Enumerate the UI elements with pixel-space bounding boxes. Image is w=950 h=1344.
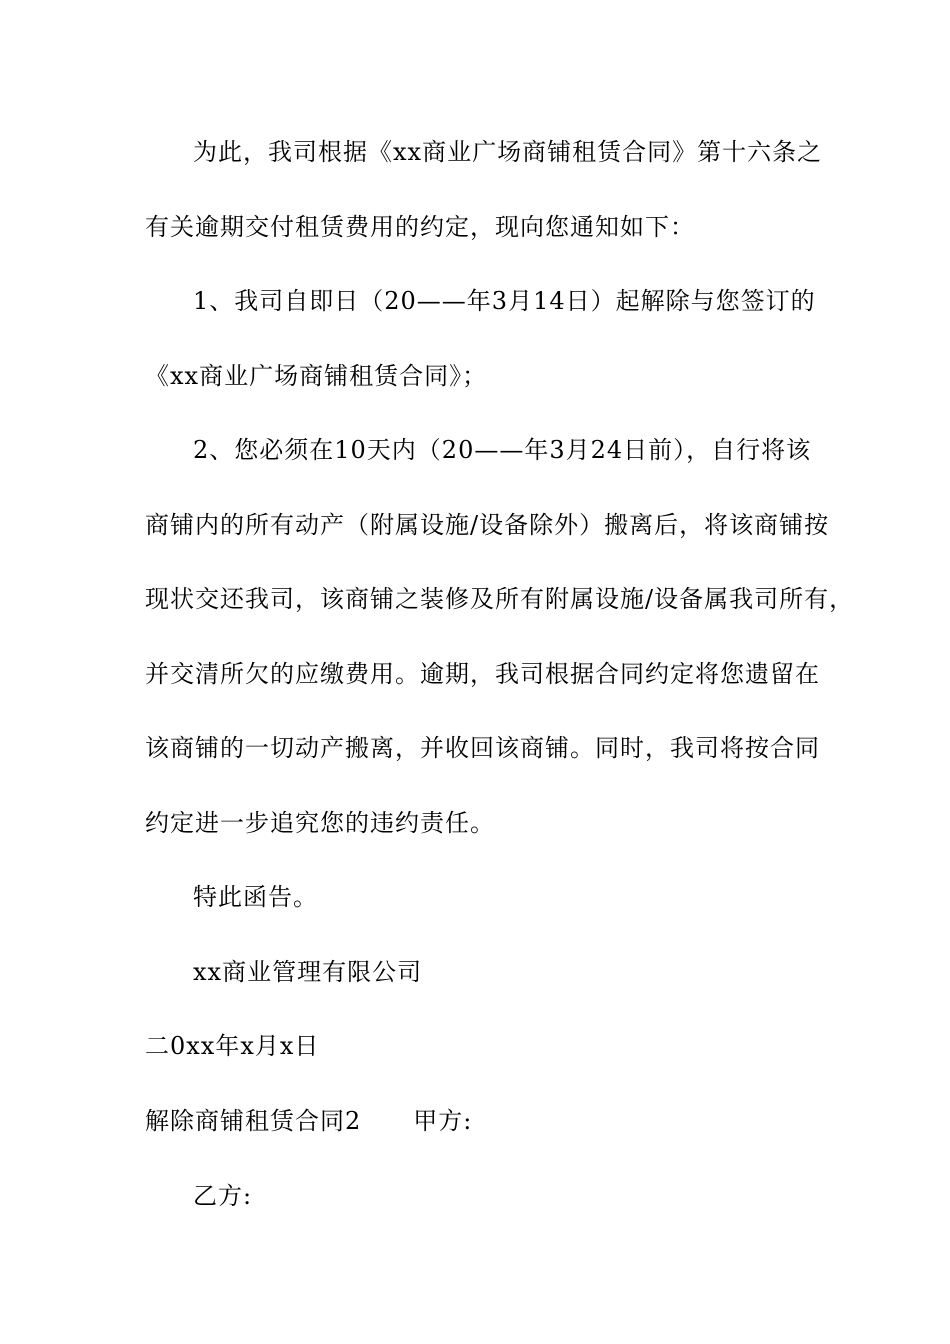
paragraph-line: 2、您必须在10天内（20——年3月24日前），自行将该: [193, 436, 812, 464]
closing-line: 特此函告。: [193, 883, 318, 911]
paragraph-line: 为此，我司根据《xx商业广场商铺租赁合同》第十六条之: [193, 138, 823, 166]
date-line: 二0xx年x月x日: [145, 1032, 320, 1060]
contract-title: 解除商铺租赁合同2: [145, 1107, 362, 1135]
company-signature: xx商业管理有限公司: [193, 958, 423, 986]
paragraph-line: 并交清所欠的应缴费用。逾期，我司根据合同约定将您遗留在: [145, 660, 820, 688]
party-b-label: 乙方:: [193, 1182, 253, 1210]
paragraph-line: 商铺内的所有动产（附属设施/设备除外）搬离后，将该商铺按: [145, 511, 830, 539]
paragraph-line: 《xx商业广场商铺租赁合同》；: [145, 362, 488, 390]
paragraph-line: 现状交还我司，该商铺之装修及所有附属设施/设备属我司所有，: [145, 585, 855, 613]
paragraph-line: 有关逾期交付租赁费用的约定，现向您通知如下：: [145, 213, 695, 241]
party-a-label: 甲方:: [413, 1107, 473, 1135]
paragraph-line: 约定进一步追究您的违约责任。: [145, 809, 495, 837]
paragraph-line: 1、我司自即日（20——年3月14日）起解除与您签订的: [193, 287, 816, 315]
contract-heading: [145, 1106, 472, 1136]
paragraph-line: 该商铺的一切动产搬离，并收回该商铺。同时，我司将按合同: [145, 734, 820, 762]
